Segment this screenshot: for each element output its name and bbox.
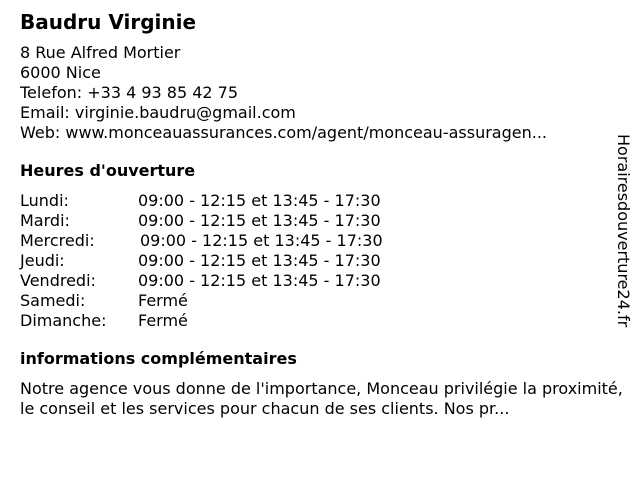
hours-day-label: Jeudi:: [20, 251, 65, 270]
hours-row-tuesday: [20, 211, 632, 231]
hours-time-value: 09:00 - 12:15 et 13:45 - 17:30: [138, 271, 381, 290]
hours-time-value: 09:00 - 12:15 et 13:45 - 17:30: [138, 191, 381, 210]
hours-heading: Heures d'ouverture: [20, 161, 196, 180]
hours-time-value: 09:00 - 12:15 et 13:45 - 17:30: [140, 231, 383, 250]
hours-table: [20, 191, 632, 331]
hours-day-label: Lundi:: [20, 191, 69, 210]
hours-day-label: Samedi:: [20, 291, 86, 310]
hours-day-label: Vendredi:: [20, 271, 96, 290]
hours-time-value: Fermé: [138, 291, 188, 310]
hours-row-friday: [20, 271, 632, 291]
hours-row-sunday: [20, 311, 632, 331]
address-line-2: 6000 Nice: [20, 63, 101, 82]
hours-row-monday: [20, 191, 632, 211]
hours-day-label: Mardi:: [20, 211, 70, 230]
hours-time-value: Fermé: [138, 311, 188, 330]
business-card: [20, 10, 632, 419]
hours-day-label: Dimanche:: [20, 311, 107, 330]
info-text: Notre agence vous donne de l'importance, Monceau privilégie la proximité, le conseil et les services pour chacun de ses clients. Nos pr...: [20, 379, 623, 418]
business-name: Baudru Virginie: [20, 10, 197, 34]
hours-row-saturday: [20, 291, 632, 311]
address-line-1: 8 Rue Alfred Mortier: [20, 43, 181, 62]
hours-row-wednesday: [20, 231, 632, 251]
web-line: Web: www.monceauassurances.com/agent/monceau-assuragen...: [20, 123, 547, 142]
hours-day-label: Mercredi:: [20, 231, 95, 250]
hours-time-value: 09:00 - 12:15 et 13:45 - 17:30: [138, 211, 381, 230]
email-line: Email: virginie.baudru@gmail.com: [20, 103, 296, 122]
hours-row-thursday: [20, 251, 632, 271]
hours-time-value: 09:00 - 12:15 et 13:45 - 17:30: [138, 251, 381, 270]
phone-line: Telefon: +33 4 93 85 42 75: [20, 83, 239, 102]
info-heading: informations complémentaires: [20, 349, 297, 368]
site-watermark: Horairesdouverture24.fr: [614, 134, 633, 328]
